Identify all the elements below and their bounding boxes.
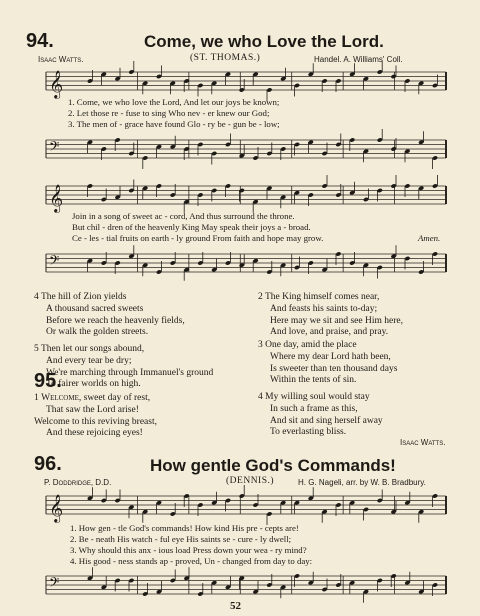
hymn-94-lyric-line-3: 3. The men of - grace have found Glo - ry be - gun be - low; (68, 119, 280, 129)
stanza-line: Here may we sit and see Him here, (270, 315, 403, 326)
stanza-line: 3 One day, amid the place (258, 340, 357, 350)
stanza-first-word: Welcome, (41, 393, 82, 403)
hymn-96-title: How gentle God's Commands! (150, 456, 396, 475)
stanza-line (34, 393, 157, 405)
hymn-95-stanza-1 (34, 393, 157, 440)
hymn-94-stanza-right-4 (258, 392, 383, 439)
hymn-96-lyric-line-2: 2. Be - neath His watch - ful eye His saints se - cure - ly dwell; (70, 534, 292, 544)
stanza-line: 4 My willing soul would stay (258, 392, 370, 402)
hymn-94-right-attribution: Isaac Watts. (400, 438, 446, 447)
stanza-line: And feasts his saints to-day; (270, 303, 378, 314)
stanza-line: 2 The King himself comes near, (258, 292, 380, 302)
hymn-96-lyric-line-3: 3. Why should this anx - ious load Press down your wea - ry mind? (70, 545, 307, 555)
hymn-94-treble-staff-1 (46, 66, 446, 96)
bass-clef-icon: 𝄢 (49, 138, 60, 158)
hymn-94-bass-staff-1 (46, 134, 446, 164)
stanza-line: And every tear be dry; (46, 355, 132, 366)
hymn-94-stanza-right-2 (258, 292, 403, 339)
hymn-94-stanza-4 (34, 292, 185, 339)
stanza-line: That saw the Lord arise! (46, 404, 139, 415)
stanza-line: In such a frame as this, (270, 403, 358, 414)
hymn-94-lyric-line-2: 2. Let those re - fuse to sing Who nev - er knew our God; (68, 108, 270, 118)
hymn-94-number: 94. (26, 30, 54, 52)
hymn-94-title: Come, we who Love the Lord. (144, 32, 384, 51)
hymn-94-lyric-line-5: But chil - dren of the heavenly King May speak their joys a - broad. (72, 222, 311, 232)
hymn-94-bass-staff-2 (46, 248, 446, 278)
stanza-line: To fairer worlds on high. (46, 379, 141, 390)
bass-clef-icon: 𝄢 (49, 574, 60, 594)
treble-clef-icon: 𝄞 (49, 184, 64, 212)
stanza-number: 1 (34, 393, 39, 403)
stanza-line: And love, and praise, and pray. (270, 327, 389, 338)
stanza-line: Before we reach the heavenly fields, (46, 315, 185, 326)
stanza-line: We're marching through Immanuel's ground (46, 367, 214, 378)
hymn-94-lyric-line-1: 1. Come, we who love the Lord, And let our joys be known; (68, 97, 280, 107)
stanza-text: sweet day of rest, (81, 393, 151, 403)
stanza-line: 4 The hill of Zion yields (34, 292, 127, 302)
stanza-line: Welcome to this reviving breast, (34, 416, 157, 427)
stanza-line: 5 Then let our songs abound, (34, 344, 145, 354)
hymn-94-treble-staff-2 (46, 180, 446, 210)
treble-clef-icon: 𝄞 (49, 70, 64, 98)
hymn-96-lyric-line-4: 4. His good - ness stands ap - proved, Un - changed from day to day: (70, 556, 313, 566)
hymn-96-treble-staff (46, 490, 446, 520)
hymn-96-author: P. Doddridge, D.D. (44, 478, 112, 487)
hymn-94-author: Isaac Watts. (38, 55, 84, 64)
stanza-line: And sit and sing herself away (270, 415, 383, 426)
bass-clef-icon: 𝄢 (49, 252, 60, 272)
stanza-line: To everlasting bliss. (270, 427, 347, 438)
hymn-94-composer: Handel. A. Williams' Coll. (314, 55, 403, 64)
stanza-line: Where my dear Lord hath been, (270, 351, 391, 362)
stanza-line: Within the tents of sin. (270, 375, 357, 386)
hymn-95-number: 95. (34, 370, 62, 392)
hymn-96-tune: (DENNIS.) (226, 476, 275, 486)
hymn-94-lyric-line-4: Join in a song of sweet ac - cord, And thus surround the throne. (72, 211, 295, 221)
page-number: 52 (230, 600, 241, 612)
hymn-94-tune: (ST. THOMAS.) (190, 53, 261, 63)
hymn-94-lyric-line-6: Ce - les - tial fruits on earth - ly ground From faith and hope may grow. (72, 233, 324, 243)
stanza-line: A thousand sacred sweets (46, 303, 144, 314)
hymn-96-composer: H. G. Nageli, arr. by W. B. Bradbury. (298, 478, 426, 487)
stanza-line: Is sweeter than ten thousand days (270, 363, 398, 374)
hymn-96-number: 96. (34, 453, 62, 475)
stanza-line: Or walk the golden streets. (46, 327, 149, 338)
treble-clef-icon: 𝄞 (49, 494, 64, 522)
hymn-96-bass-staff (46, 570, 446, 600)
stanza-line: And these rejoicing eyes! (46, 428, 143, 439)
hymn-94-amen: Amen. (418, 233, 441, 243)
hymn-94-stanza-right-3 (258, 340, 397, 387)
hymn-96-lyric-line-1: 1. How gen - tle God's commands! How kind His pre - cepts are! (70, 523, 299, 533)
